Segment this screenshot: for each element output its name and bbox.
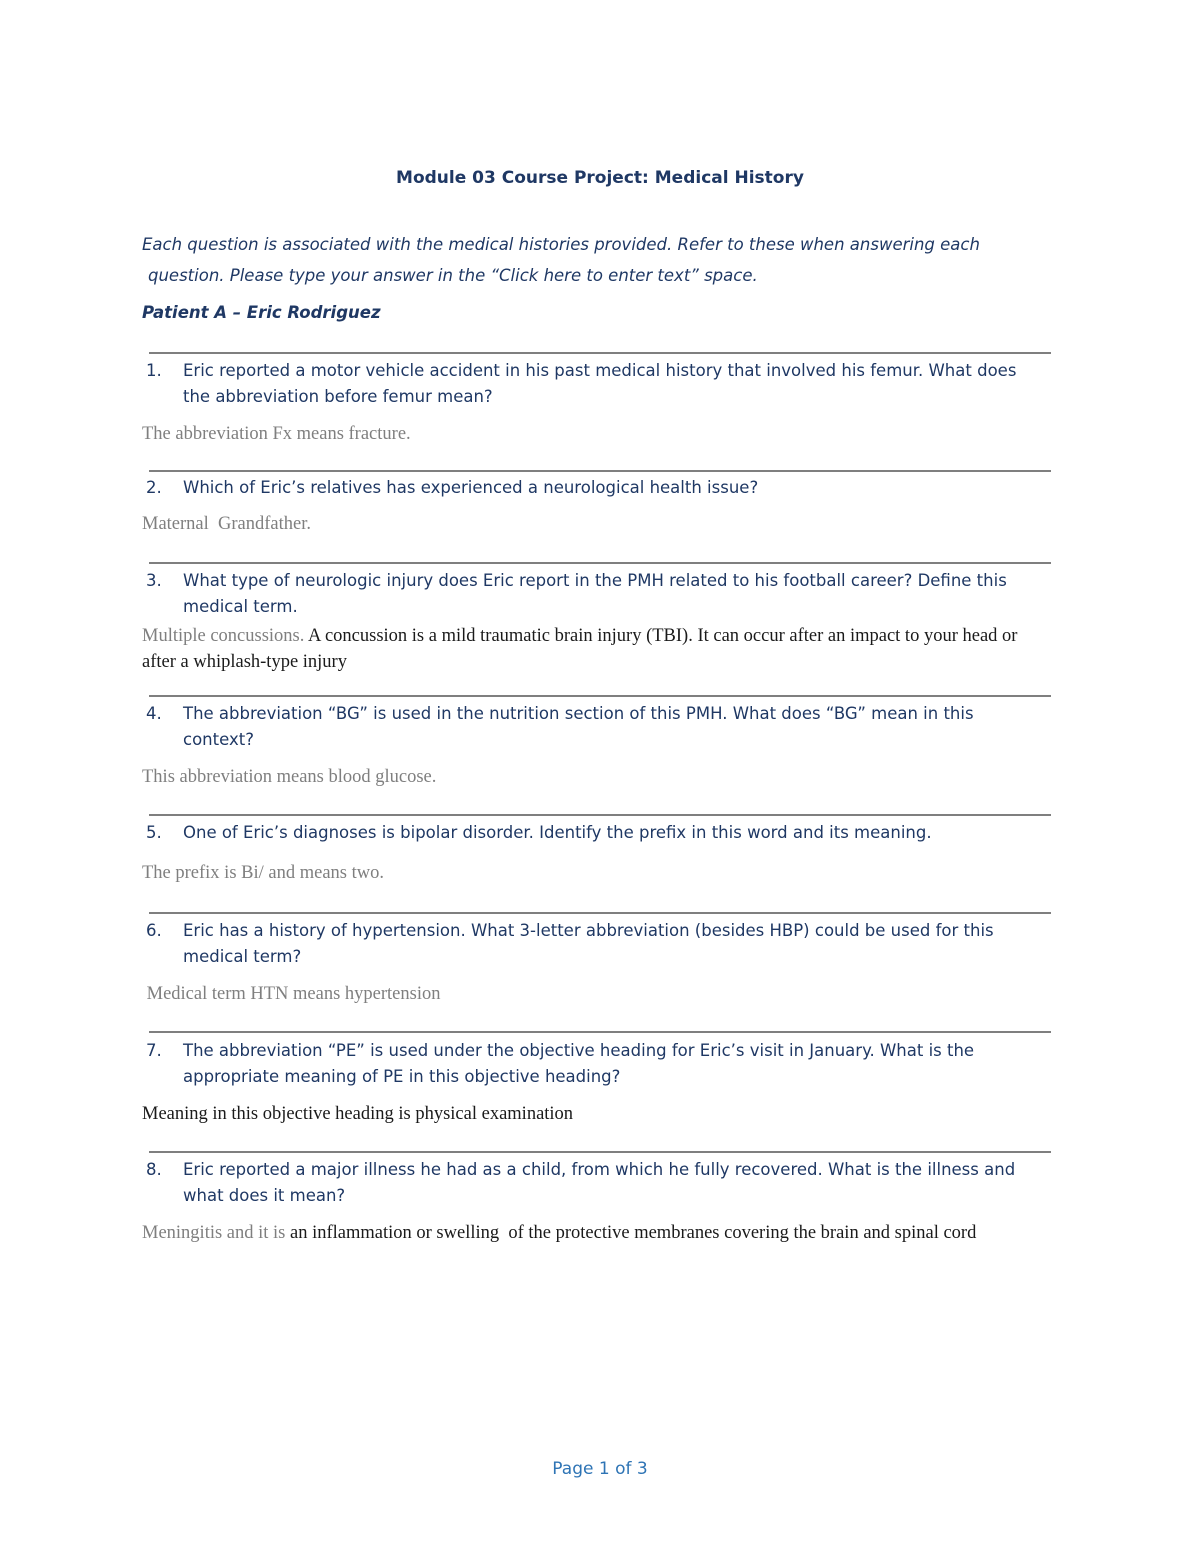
question-text: What type of neurologic injury does Eric report in the PMH related to his football career? Define this medical term. — [183, 571, 1007, 616]
question-number: 2. — [146, 478, 162, 497]
question-divider — [149, 562, 1051, 564]
answer-7[interactable]: Meaning in this objective heading is physical examination — [142, 1104, 574, 1124]
question-text: One of Eric’s diagnoses is bipolar disorder. Identify the prefix in this word and its meaning. — [183, 823, 932, 842]
question-text: Eric reported a motor vehicle accident in his past medical history that involved his femur. What does the abbreviation before femur mean? — [183, 361, 1017, 406]
question-divider — [149, 814, 1051, 816]
question-5 — [146, 820, 1046, 846]
question-number: 7. — [146, 1041, 162, 1060]
answer-8-part-2: an inflammation or swelling of the protective membranes covering the brain and spinal cord — [285, 1223, 977, 1243]
question-number: 8. — [146, 1160, 162, 1179]
question-2 — [146, 475, 1046, 501]
question-divider — [149, 1151, 1051, 1153]
question-number: 6. — [146, 921, 162, 940]
answer-2[interactable]: Maternal Grandfather. — [142, 514, 311, 534]
answer-6[interactable]: Medical term HTN means hypertension — [142, 984, 441, 1004]
question-divider — [149, 352, 1051, 354]
question-number: 4. — [146, 704, 162, 723]
question-divider — [149, 470, 1051, 472]
page-footer: Page 1 of 3 — [552, 1459, 648, 1479]
answer-3-part-1: Multiple concussions. — [142, 626, 305, 646]
question-divider — [149, 912, 1051, 914]
question-divider — [149, 1031, 1051, 1033]
question-text: Eric reported a major illness he had as a child, from which he fully recovered. What is the illness and what does it mean? — [183, 1160, 1016, 1205]
document-title: Module 03 Course Project: Medical History — [396, 168, 804, 188]
question-3 — [146, 568, 1046, 620]
question-8 — [146, 1157, 1046, 1209]
answer-5[interactable]: The prefix is Bi/ and means two. — [142, 863, 384, 883]
question-number: 3. — [146, 571, 162, 590]
instructions-line-2: question. Please type your answer in the “Click here to enter text” space. — [148, 266, 758, 285]
question-divider — [149, 695, 1051, 697]
question-number: 5. — [146, 823, 162, 842]
answer-8-part-1: Meningitis and it is — [142, 1223, 286, 1243]
question-text: Which of Eric’s relatives has experienced a neurological health issue? — [183, 478, 759, 497]
answer-3[interactable] — [142, 623, 1052, 675]
question-6 — [146, 918, 1046, 970]
instructions — [142, 229, 1042, 291]
instructions-line-1: Each question is associated with the medical histories provided. Refer to these when answering each — [142, 235, 980, 254]
answer-1[interactable]: The abbreviation Fx means fracture. — [142, 424, 411, 444]
patient-heading: Patient A – Eric Rodriguez — [142, 303, 381, 322]
answer-3-part-2: A concussion is a mild traumatic brain injury (TBI). It can occur after an impact to your head or after a whiplash-type injury — [142, 626, 1018, 672]
question-7 — [146, 1038, 1046, 1090]
question-1 — [146, 358, 1046, 410]
answer-4[interactable]: This abbreviation means blood glucose. — [142, 767, 437, 787]
question-number: 1. — [146, 361, 162, 380]
question-text: The abbreviation “PE” is used under the objective heading for Eric’s visit in January. What is the appropriate meaning of PE in this objective heading? — [183, 1041, 975, 1086]
question-text: Eric has a history of hypertension. What 3-letter abbreviation (besides HBP) could be used for this medical term? — [183, 921, 994, 966]
answer-8[interactable] — [142, 1220, 1032, 1246]
question-text: The abbreviation “BG” is used in the nutrition section of this PMH. What does “BG” mean in this context? — [183, 704, 974, 749]
question-4 — [146, 701, 1046, 753]
